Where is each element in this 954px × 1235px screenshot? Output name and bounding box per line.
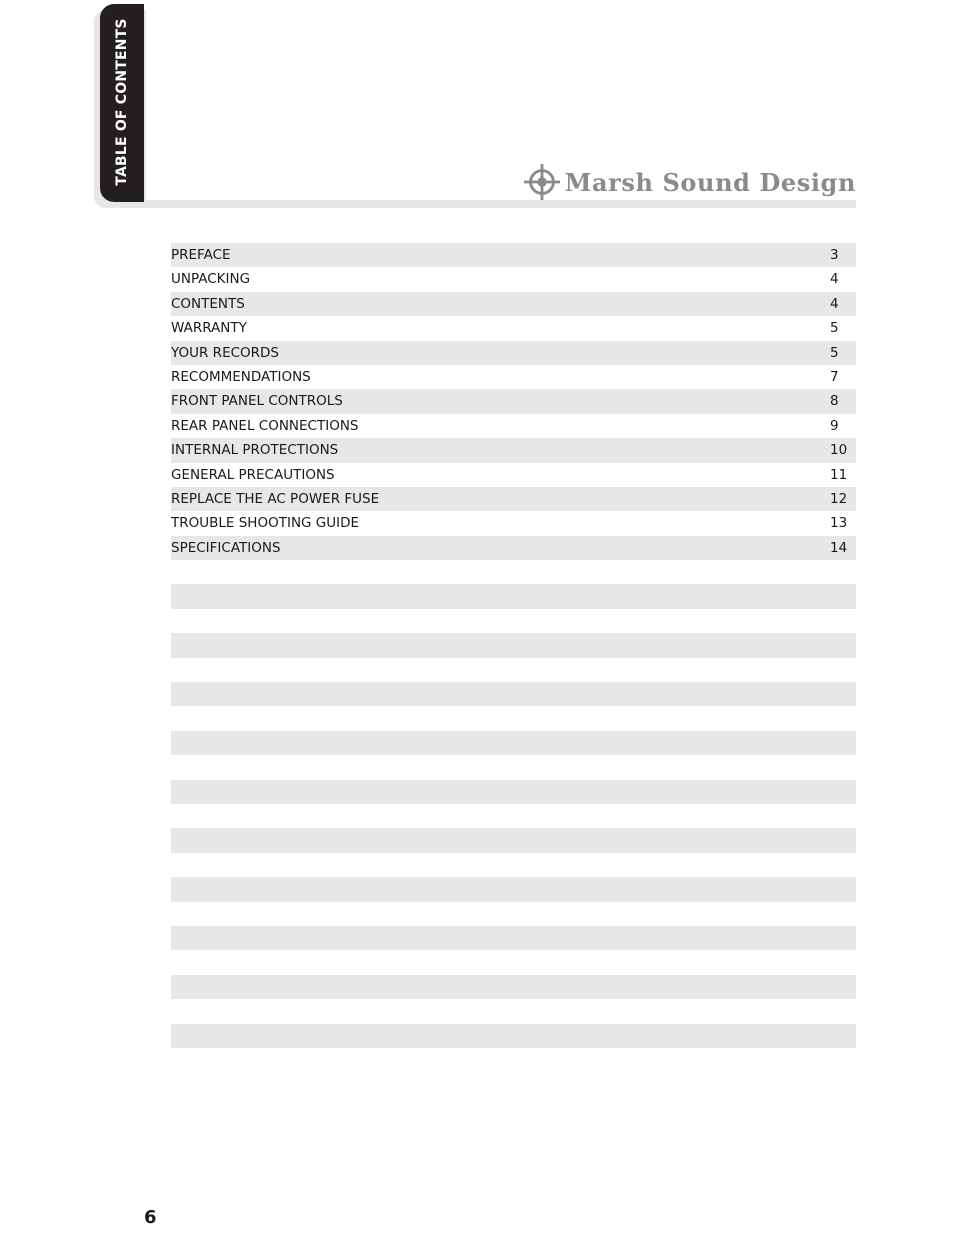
toc-row	[171, 731, 856, 755]
toc-entry-title: PREFACE	[171, 247, 231, 263]
toc-row	[171, 804, 856, 828]
toc-row[interactable]	[171, 267, 856, 291]
toc-entry-title: RECOMMENDATIONS	[171, 368, 311, 385]
toc-row	[171, 755, 856, 779]
toc-entry-title: CONTENTS	[171, 295, 245, 312]
crosshair-logo-icon	[523, 163, 561, 201]
toc-entry-page: 5	[830, 320, 839, 337]
toc-row	[171, 950, 856, 974]
toc-row[interactable]	[171, 511, 856, 535]
toc-row	[171, 1048, 856, 1072]
toc-entry-page: 4	[830, 295, 839, 312]
toc-row[interactable]	[171, 389, 856, 413]
toc-entry-title: TROUBLE SHOOTING GUIDE	[171, 515, 360, 532]
toc-entry-page: 12	[830, 490, 848, 507]
toc-row[interactable]	[171, 341, 856, 365]
toc-entry-page: 11	[830, 466, 848, 483]
toc-row[interactable]	[171, 414, 856, 438]
toc-entry-page: 4	[830, 271, 839, 288]
toc-entry-page: 5	[830, 344, 839, 361]
toc-entry-title: YOUR RECORDS	[171, 344, 279, 361]
toc-entry-page: 14	[830, 539, 848, 556]
table-of-contents	[171, 243, 856, 1072]
toc-row	[171, 706, 856, 730]
toc-row[interactable]	[171, 487, 856, 511]
toc-row	[171, 877, 856, 901]
toc-entry-title: UNPACKING	[171, 271, 251, 288]
toc-row	[171, 633, 856, 657]
toc-row[interactable]	[171, 536, 856, 560]
toc-row	[171, 682, 856, 706]
toc-row[interactable]	[171, 243, 856, 267]
toc-row	[171, 999, 856, 1023]
brand-logo	[523, 162, 856, 202]
toc-row[interactable]	[171, 438, 856, 462]
toc-row	[171, 975, 856, 999]
toc-entry-page: 7	[830, 368, 839, 385]
toc-entry-title: INTERNAL PROTECTIONS	[171, 442, 339, 459]
toc-row	[171, 609, 856, 633]
toc-entry-page: 3	[830, 247, 839, 263]
toc-row[interactable]	[171, 463, 856, 487]
page-number: 6	[144, 1207, 157, 1228]
toc-row[interactable]	[171, 292, 856, 316]
toc-entry-title: REPLACE THE AC POWER FUSE	[171, 490, 380, 507]
toc-entry-title: WARRANTY	[171, 320, 247, 337]
toc-row[interactable]	[171, 316, 856, 340]
toc-entry-title: REAR PANEL CONNECTIONS	[171, 417, 359, 434]
toc-entry-page: 9	[830, 417, 839, 434]
toc-row	[171, 926, 856, 950]
toc-row	[171, 828, 856, 852]
toc-row	[171, 560, 856, 584]
toc-row	[171, 584, 856, 608]
toc-entry-page: 8	[830, 393, 839, 410]
toc-entry-title: GENERAL PRECAUTIONS	[171, 466, 335, 483]
toc-entry-page: 13	[830, 515, 848, 532]
toc-row	[171, 1024, 856, 1048]
section-tab-label: TABLE OF CONTENTS	[114, 18, 130, 186]
toc-row[interactable]	[171, 365, 856, 389]
toc-row	[171, 658, 856, 682]
toc-entry-page: 10	[830, 442, 848, 459]
brand-name: Marsh Sound Design	[564, 167, 856, 197]
toc-row	[171, 902, 856, 926]
toc-entry-title: SPECIFICATIONS	[171, 539, 281, 556]
toc-entry-title: FRONT PANEL CONTROLS	[171, 393, 343, 410]
toc-row	[171, 853, 856, 877]
toc-row	[171, 780, 856, 804]
